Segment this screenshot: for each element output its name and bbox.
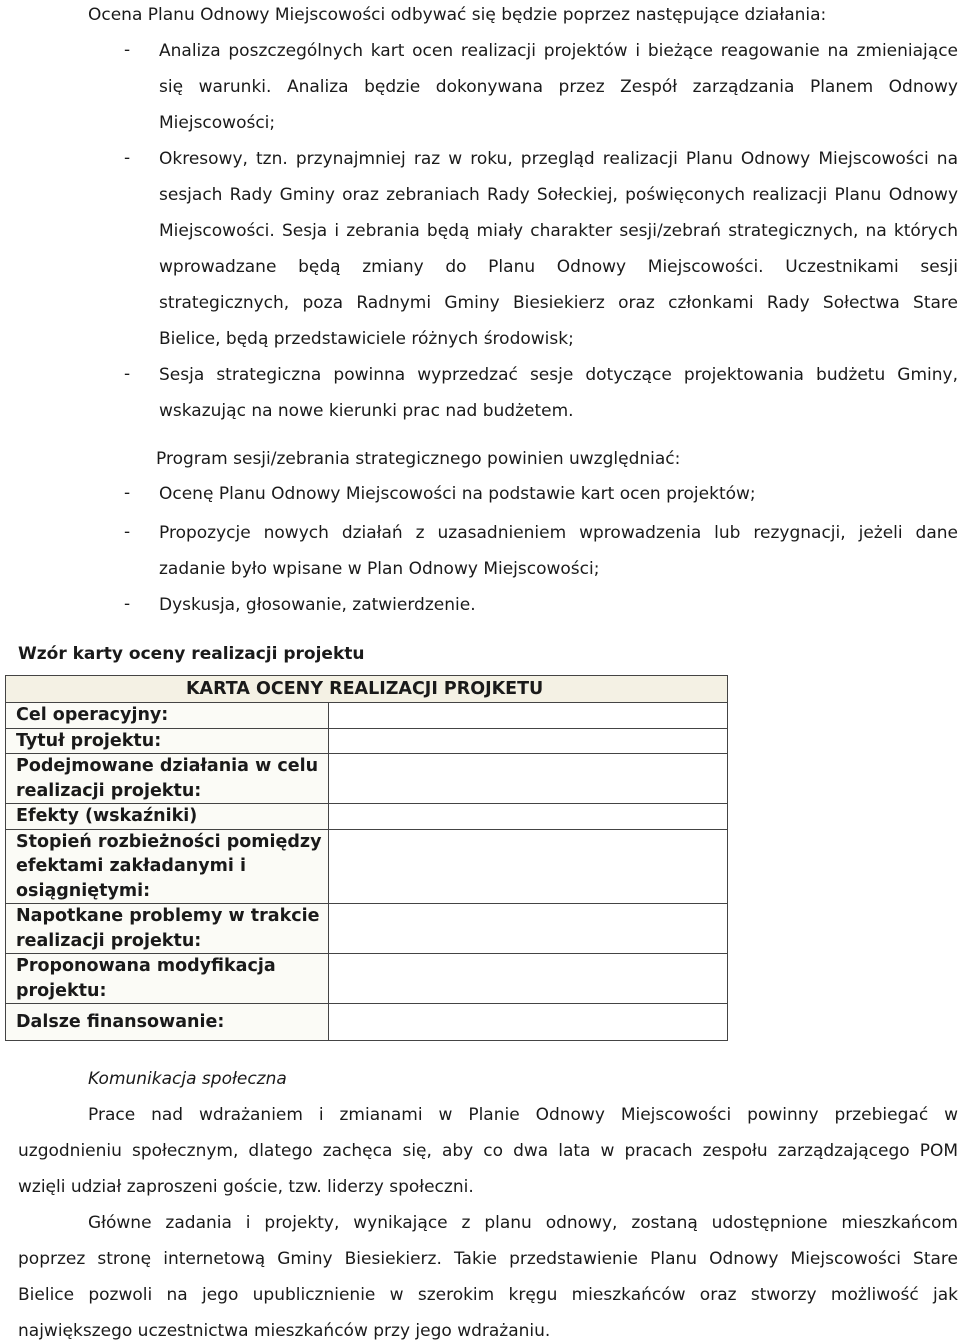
- section-heading: Komunikacja społeczna: [88, 1069, 287, 1089]
- intro-text: Ocena Planu Odnowy Miejscowości odbywać się będzie poprzez następujące działania:: [88, 5, 827, 25]
- table-row: [6, 728, 728, 754]
- paragraph-line: Prace nad wdrażaniem i zmianami w Planie Odnowy Miejscowości powinny przebiegać w: [88, 1105, 958, 1125]
- list-item-line: Okresowy, tzn. przynajmniej raz w roku, przegląd realizacji Planu Odnowy Miejscowości na: [159, 149, 958, 169]
- paragraph-line: największego uczestnictwa mieszkańców przy jego wdrażaniu.: [18, 1321, 551, 1341]
- list-item-line: Miejscowości;: [159, 113, 276, 133]
- list-item-line: strategicznych, poza Radnymi Gminy Biesiekierz oraz członkami Rady Sołectwa Stare: [159, 293, 958, 313]
- paragraph-line: poprzez stronę internetową Gminy Biesiekierz. Takie przedstawienie Planu Odnowy Miejscowości Stare: [18, 1249, 958, 1269]
- table-row: [6, 804, 728, 830]
- list-item-line: zadanie było wpisane w Plan Odnowy Miejscowości;: [159, 559, 600, 579]
- row-value: [328, 829, 728, 904]
- paragraph-line: Główne zadania i projekty, wynikające z planu odnowy, zostaną udostępnione mieszkańcom: [88, 1213, 958, 1233]
- paragraph-line: Bielice pozwoli na jego upublicznienie w szerokim kręgu mieszkańców oraz stworzy możliwość jak: [18, 1285, 958, 1305]
- table-row: [6, 754, 728, 804]
- list-item-line: wprowadzane będą zmiany do Planu Odnowy Miejscowości. Uczestnikami sesji: [159, 257, 958, 277]
- table-row: [6, 1004, 728, 1041]
- evaluation-card-table: [5, 675, 728, 1041]
- list-marker: -: [124, 483, 131, 503]
- row-value: [328, 904, 728, 954]
- list-marker: -: [124, 594, 131, 614]
- list-marker: -: [124, 364, 131, 384]
- paragraph-line: wzięli udział zaproszeni goście, tzw. liderzy społeczni.: [18, 1177, 474, 1197]
- row-label: Proponowana modyfikacja projektu:: [6, 954, 329, 1004]
- list-item-line: Ocenę Planu Odnowy Miejscowości na podstawie kart ocen projektów;: [159, 484, 756, 504]
- card-heading: Wzór karty oceny realizacji projektu: [18, 644, 365, 664]
- list-marker: -: [124, 148, 131, 168]
- list-item-line: Sesja strategiczna powinna wyprzedzać sesje dotyczące projektowania budżetu Gminy,: [159, 365, 958, 385]
- row-label: Napotkane problemy w trakcie realizacji projektu:: [6, 904, 329, 954]
- row-value: [328, 703, 728, 729]
- list-item-line: Analiza poszczególnych kart ocen realizacji projektów i bieżące reagowanie na zmieniające: [159, 41, 958, 61]
- table-row: [6, 904, 728, 954]
- row-label: Podejmowane działania w celu realizacji projektu:: [6, 754, 329, 804]
- paragraph-line: uzgodnieniu społecznym, dlatego zachęca się, aby co dwa lata w pracach zespołu zarządzającego POM: [18, 1141, 958, 1161]
- list-item-line: Bielice, będą przedstawiciele różnych środowisk;: [159, 329, 574, 349]
- list-item-line: Propozycje nowych działań z uzasadnieniem wprowadzenia lub rezygnacji, jeżeli dane: [159, 523, 958, 543]
- table-row: [6, 703, 728, 729]
- row-value: [328, 1004, 728, 1041]
- program-intro: Program sesji/zebrania strategicznego powinien uwzględniać:: [156, 449, 681, 469]
- row-value: [328, 754, 728, 804]
- row-label: Dalsze finansowanie:: [6, 1004, 329, 1041]
- row-value: [328, 804, 728, 830]
- row-value: [328, 954, 728, 1004]
- row-label: Stopień rozbieżności pomiędzy efektami zakładanymi i osiągniętymi:: [6, 829, 329, 904]
- list-marker: -: [124, 522, 131, 542]
- table-header-row: [6, 676, 728, 703]
- row-label: Tytuł projektu:: [6, 728, 329, 754]
- list-item-line: Dyskusja, głosowanie, zatwierdzenie.: [159, 595, 476, 615]
- list-item-line: sesjach Rady Gminy oraz zebraniach Rady Sołeckiej, poświęconych realizacji Planu Odnowy: [159, 185, 958, 205]
- list-item-line: się warunki. Analiza będzie dokonywana przez Zespół zarządzania Planem Odnowy: [159, 77, 958, 97]
- row-label: Cel operacyjny:: [6, 703, 329, 729]
- list-item-line: Miejscowości. Sesja i zebrania będą miały charakter sesji/zebrań strategicznych, na których: [159, 221, 958, 241]
- card-title: KARTA OCENY REALIZACJI PROJKETU: [328, 676, 728, 703]
- table-row: [6, 829, 728, 904]
- table-row: [6, 954, 728, 1004]
- list-marker: -: [124, 40, 131, 60]
- row-label: Efekty (wskaźniki): [6, 804, 329, 830]
- list-item-line: wskazując na nowe kierunki prac nad budżetem.: [159, 401, 574, 421]
- row-value: [328, 728, 728, 754]
